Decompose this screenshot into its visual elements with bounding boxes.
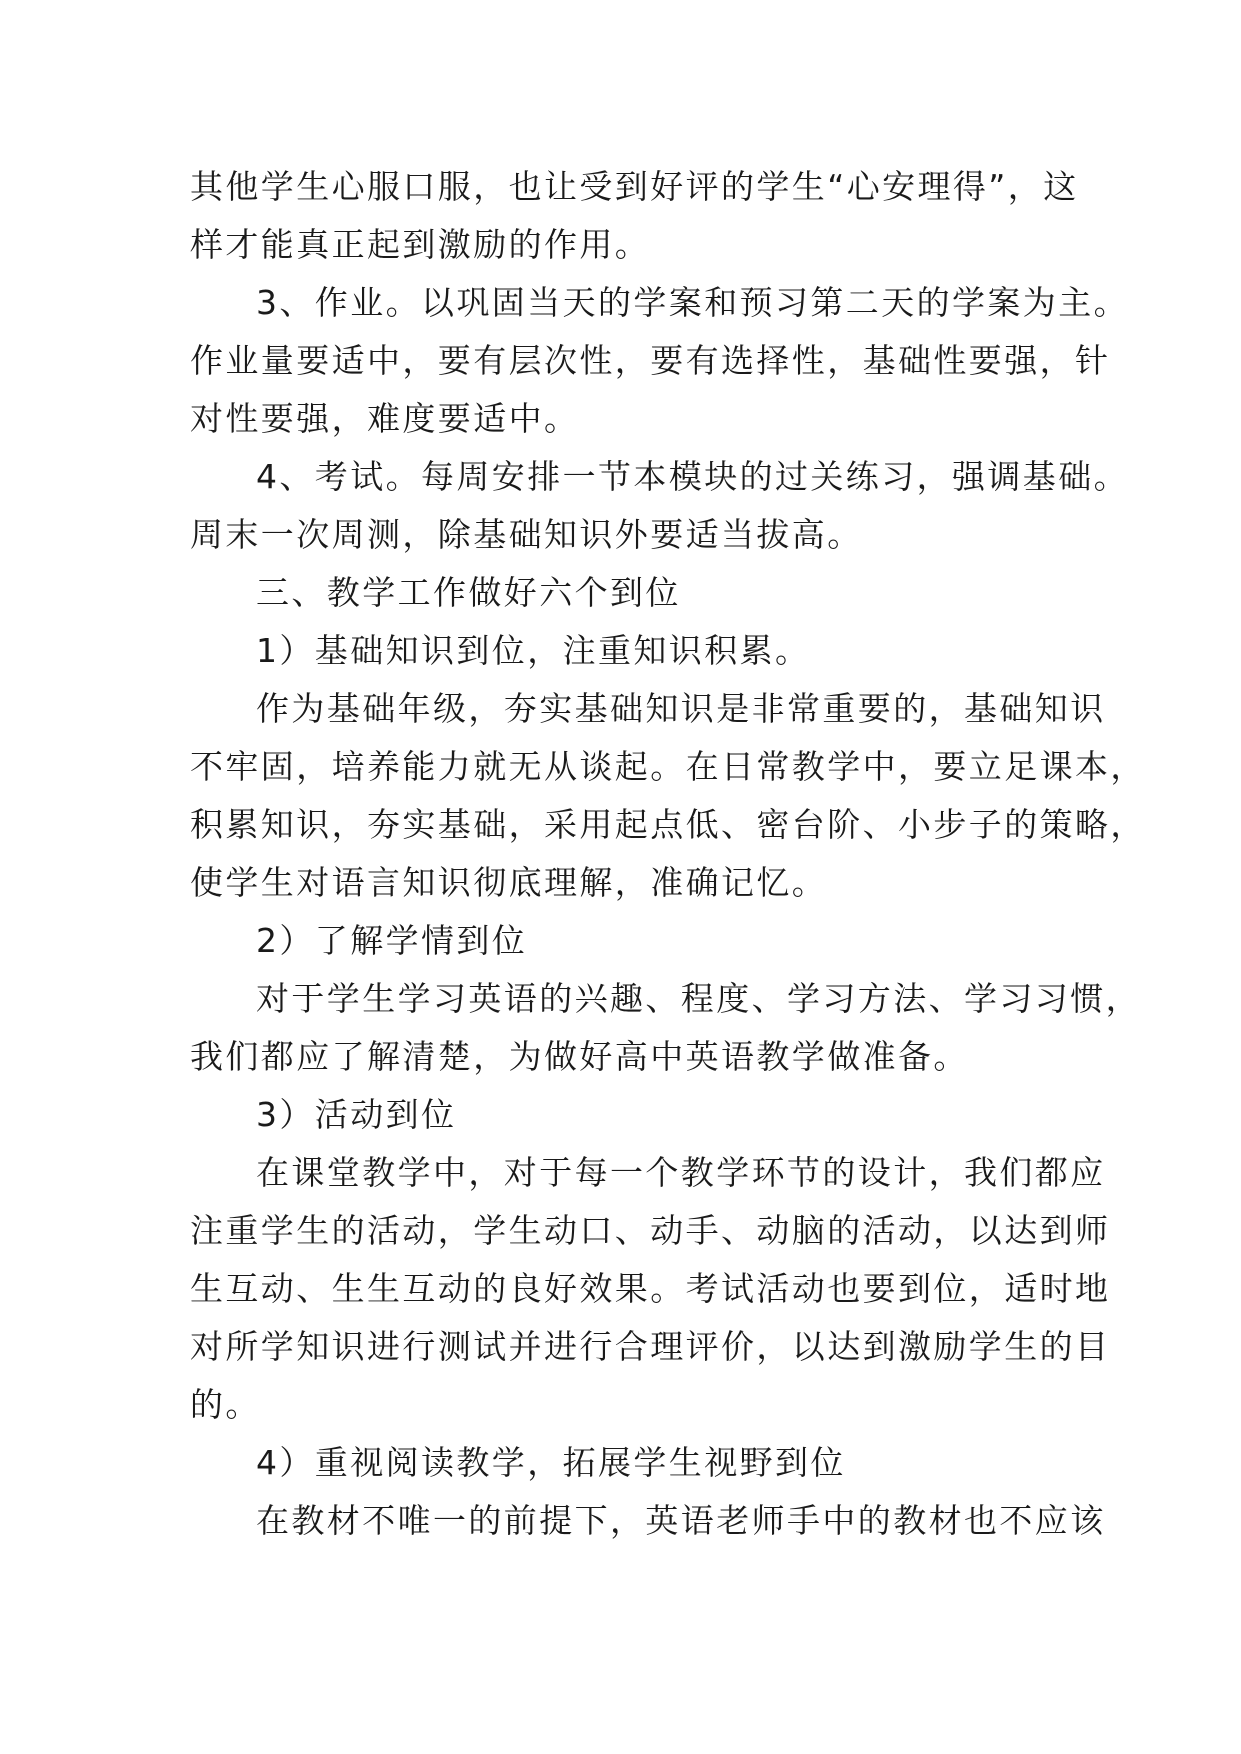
text-line: 4、考试。每周安排一节本模块的过关练习，强调基础。: [256, 457, 1129, 496]
text-line: 对于学生学习英语的兴趣、程度、学习方法、学习习惯，: [256, 979, 1141, 1018]
document-body: [190, 158, 1146, 1550]
text-line: 1）基础知识到位，注重知识积累。: [256, 631, 811, 670]
text-line: 生互动、生生互动的良好效果。考试活动也要到位，适时地: [190, 1269, 1111, 1308]
text-line: 作业量要适中，要有层次性，要有选择性，基础性要强，针: [190, 341, 1111, 380]
text-line: 我们都应了解清楚，为做好高中英语教学做准备。: [190, 1037, 969, 1076]
text-line: 在教材不唯一的前提下，英语老师手中的教材也不应该: [256, 1501, 1106, 1540]
text-line: 的。: [190, 1385, 261, 1424]
text-line: 三、教学工作做好六个到位: [256, 573, 681, 612]
text-line: 不牢固，培养能力就无从谈起。在日常教学中，要立足课本，: [190, 747, 1146, 786]
text-line: 注重学生的活动，学生动口、动手、动脑的活动，以达到师: [190, 1211, 1111, 1250]
text-line: 2）了解学情到位: [256, 921, 528, 960]
text-line: 4）重视阅读教学，拓展学生视野到位: [256, 1443, 846, 1482]
text-line: 对所学知识进行测试并进行合理评价，以达到激励学生的目: [190, 1327, 1111, 1366]
text-line: 样才能真正起到激励的作用。: [190, 225, 651, 264]
text-line: 作为基础年级，夯实基础知识是非常重要的，基础知识: [256, 689, 1106, 728]
text-line: 对性要强，难度要适中。: [190, 399, 580, 438]
text-line: 3）活动到位: [256, 1095, 457, 1134]
text-line: 使学生对语言知识彻底理解，准确记忆。: [190, 863, 828, 902]
text-line: 3、作业。以巩固当天的学案和预习第二天的学案为主。: [256, 283, 1129, 322]
text-line: 在课堂教学中，对于每一个教学环节的设计，我们都应: [256, 1153, 1106, 1192]
text-line: 其他学生心服口服，也让受到好评的学生“心安理得”，这: [190, 167, 1079, 206]
text-line: 积累知识，夯实基础，采用起点低、密台阶、小步子的策略，: [190, 805, 1146, 844]
text-line: 周末一次周测，除基础知识外要适当拔高。: [190, 515, 863, 554]
